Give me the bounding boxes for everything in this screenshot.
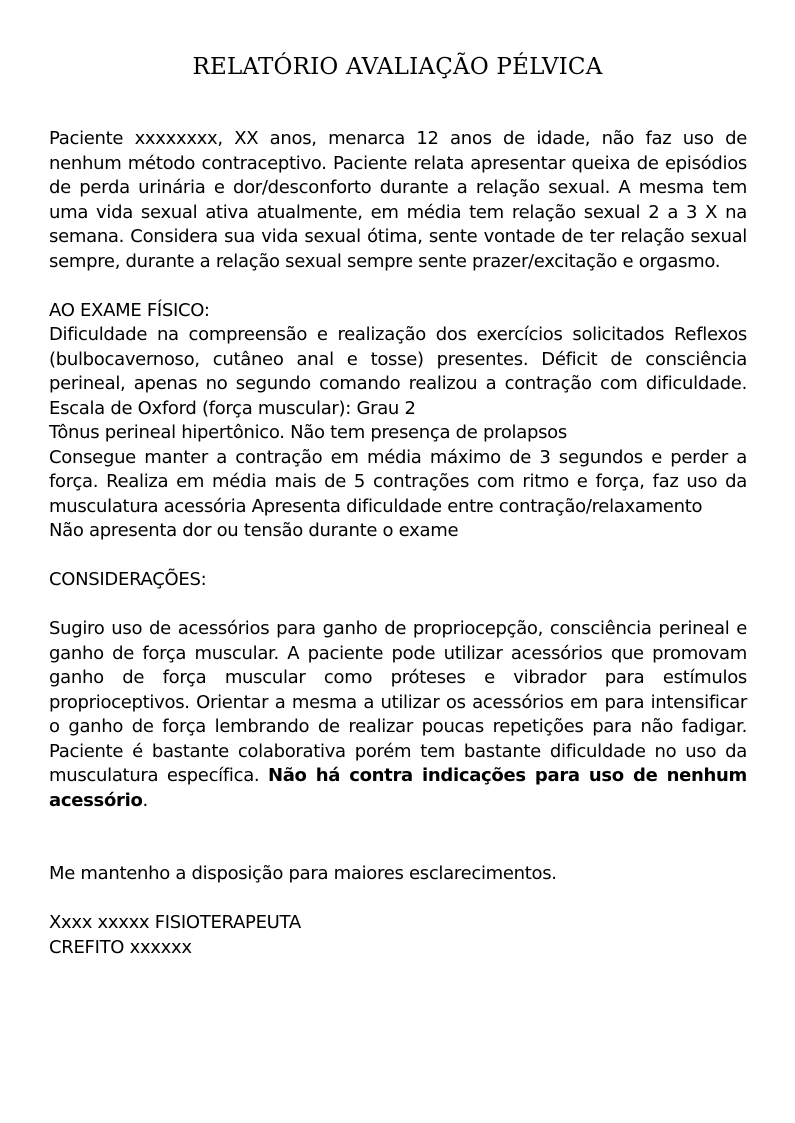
exam-line-tonus: Tônus perineal hipertônico. Não tem presença de prolapsos	[49, 422, 567, 443]
document-body	[49, 127, 747, 960]
closing-line: Me mantenho a disposição para maiores esclarecimentos.	[49, 863, 557, 884]
exam-paragraph-contraction: Consegue manter a contração em média máximo de 3 segundos e perder a força. Realiza em média mais de 5 contrações com ritmo e força, faz uso da musculatura acessória Apresenta dificuldade entre contração/relaxamento	[49, 446, 747, 517]
spacer	[49, 274, 747, 299]
signature-registry: CREFITO xxxxxx	[49, 936, 192, 958]
spacer	[49, 887, 747, 912]
contraindication-statement: Não há contra indicações para uso de nenhum acessório	[49, 765, 748, 811]
exam-line-pain: Não apresenta dor ou tensão durante o exame	[49, 520, 459, 541]
document-title: RELATÓRIO AVALIAÇÃO PÉLVICA	[192, 54, 603, 80]
signature-name: Xxxx xxxxx FISIOTERAPEUTA	[49, 912, 301, 933]
considerations-paragraph	[49, 617, 747, 813]
exam-heading: AO EXAME FÍSICO:	[49, 299, 210, 321]
considerations-text: Sugiro uso de acessórios para ganho de propriocepção, consciência perineal e ganho de força muscular. A paciente pode utilizar acessórios que promovam ganho de força muscular como próteses e vibrador para estímulos proprioceptivos. Orientar a mesma a utilizar os acessórios em para intensificar o ganho de força lembrando de realizar poucas repetições para não fadigar. Paciente é bastante colaborativa porém tem bastante dificuldade no uso da musculatura específica.	[49, 618, 747, 786]
intro-paragraph: Paciente xxxxxxxx, XX anos, menarca 12 anos de idade, não faz uso de nenhum método contraceptivo. Paciente relata apresentar queixa de episódios de perda urinária e dor/desconforto durante a relação sexual. A mesma tem uma vida sexual ativa atualmente, em média tem relação sexual 2 a 3 X na semana. Considera sua vida sexual ótima, sente vontade de ter relação sexual sempre, durante a relação sexual sempre sente prazer/excitação e orgasmo.	[49, 128, 747, 272]
spacer	[49, 813, 747, 862]
exam-paragraph-reflexes: Dificuldade na compreensão e realização dos exercícios solicitados Reflexos (bulbocavernoso, cutâneo anal e tosse) presentes. Déficit de consciência perineal, apenas no segundo comando realizou a contração com dificuldade. Escala de Oxford (força muscular): Grau 2	[49, 324, 747, 419]
considerations-heading: CONSIDERAÇÕES:	[49, 569, 207, 590]
spacer	[49, 544, 747, 569]
contraindication-period: .	[142, 789, 148, 811]
spacer	[49, 593, 747, 618]
